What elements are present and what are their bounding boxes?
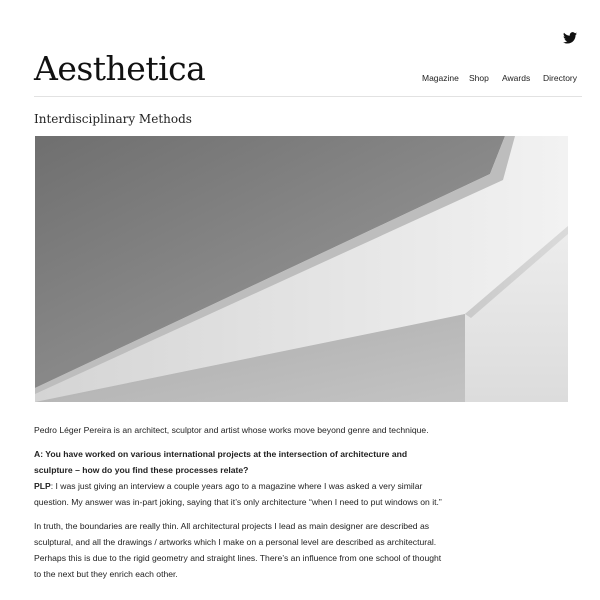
architecture-photo — [35, 136, 568, 402]
article-paragraph: In truth, the boundaries are really thin. All architectural projects I lead as main designer are described as sculptural, and all the drawings / artworks which I make on a personal level are described as architectural. Perhaps this is due to the rigid geometry and straight lines. There’s an influence from one school of thought to the next but they enrich each other. — [34, 521, 442, 579]
site-logo[interactable]: Aesthetica — [34, 49, 206, 88]
nav-directory[interactable]: Directory — [543, 73, 578, 83]
twitter-icon[interactable] — [563, 32, 577, 44]
main-nav — [0, 71, 600, 85]
interview-block — [34, 446, 444, 510]
article-intro: Pedro Léger Pereira is an architect, sculptor and artist whose works move beyond genre and technique. — [34, 425, 429, 435]
section-title: Interdisciplinary Methods — [34, 112, 192, 126]
interview-question: A: You have worked on various international projects at the intersection of architecture and sculpture – how do you find these processes relate? — [34, 449, 408, 475]
nav-awards[interactable]: Awards — [502, 73, 531, 83]
nav-magazine[interactable]: Magazine — [422, 73, 459, 83]
header-divider — [34, 96, 582, 97]
answer-speaker: PLP — [34, 481, 51, 491]
interview-answer: : I was just giving an interview a couple years ago to a magazine where I was asked a very similar question. My answer was in-part joking, saying that it’s only architecture “when I need to put windows on it.” — [34, 481, 442, 507]
hero-image — [35, 136, 568, 402]
article-body — [34, 422, 444, 590]
nav-shop[interactable]: Shop — [469, 73, 489, 83]
